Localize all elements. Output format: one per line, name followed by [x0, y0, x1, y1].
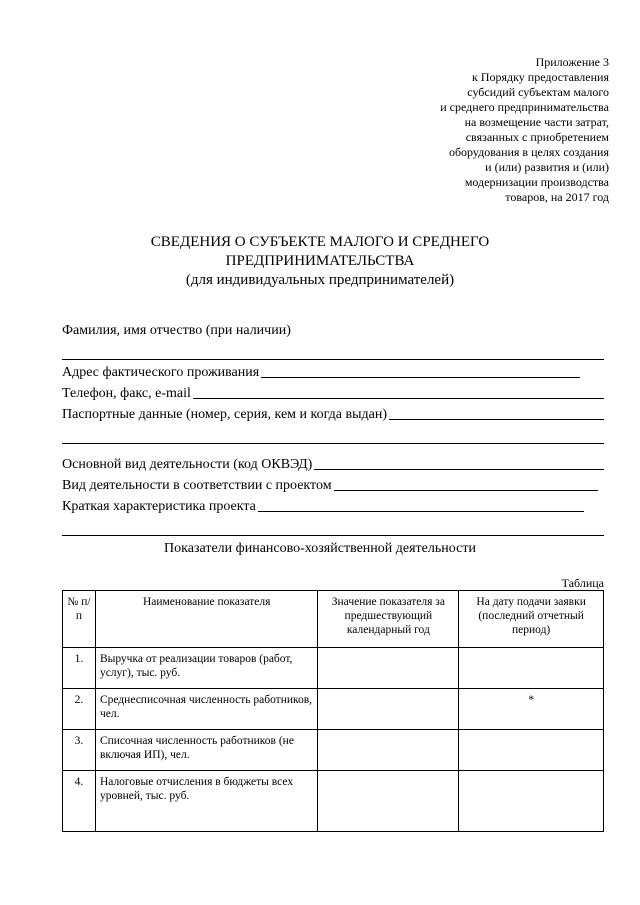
passport-row	[62, 402, 604, 423]
table-caption: Таблица	[561, 576, 604, 590]
row-current-value[interactable]	[459, 730, 604, 771]
row-num: 4.	[63, 771, 96, 832]
header-name: Наименование показателя	[95, 591, 318, 648]
document-title	[0, 233, 640, 290]
row-num: 1.	[63, 648, 96, 689]
table-row	[63, 689, 604, 730]
row-current-value[interactable]	[459, 771, 604, 832]
header-prev-year: Значение показателя за предшествующий календарный год	[318, 591, 459, 648]
address-row	[62, 360, 604, 381]
row-current-value[interactable]	[459, 648, 604, 689]
row-name: Среднесписочная численность работников, чел.	[95, 689, 318, 730]
address-field[interactable]	[261, 376, 580, 378]
row-prev-value[interactable]	[318, 689, 459, 730]
row-num: 2.	[63, 689, 96, 730]
appendix-line: Приложение 3	[535, 55, 609, 69]
summary-field[interactable]	[258, 510, 584, 512]
header-num: № п/п	[63, 591, 96, 648]
okved-field[interactable]	[314, 468, 604, 470]
appendix-line: модернизации производства	[464, 175, 609, 189]
table-row	[63, 730, 604, 771]
activity-row	[62, 473, 604, 494]
phone-row	[62, 381, 604, 402]
row-num: 3.	[63, 730, 96, 771]
row-prev-value[interactable]	[318, 648, 459, 689]
row-name: Выручка от реализации товаров (работ, услуг), тыс. руб.	[95, 648, 318, 689]
passport-field[interactable]	[389, 418, 604, 420]
appendix-line: оборудования в целях создания	[448, 145, 609, 159]
okved-row	[62, 452, 604, 473]
indicators-table	[62, 590, 604, 832]
title-line-2: ПРЕДПРИНИМАТЕЛЬСТВА	[225, 253, 415, 269]
activity-field[interactable]	[334, 489, 598, 491]
applicant-form	[62, 318, 604, 536]
full-name-label: Фамилия, имя отчество (при наличии)	[62, 323, 291, 338]
row-prev-value[interactable]	[318, 730, 459, 771]
okved-label: Основной вид деятельности (код ОКВЭД)	[62, 457, 313, 472]
indicators-title: Показатели финансово-хозяйственной деятельности	[164, 541, 476, 556]
appendix-line: субсидий субъектам малого	[467, 85, 609, 99]
row-prev-value[interactable]	[318, 771, 459, 832]
table-header-row	[63, 591, 604, 648]
appendix-line: к Порядку предоставления	[471, 70, 609, 84]
full-name-field[interactable]	[62, 339, 604, 360]
row-current-value[interactable]: *	[459, 689, 604, 730]
row-name: Налоговые отчисления в бюджеты всех уровней, тыс. руб.	[95, 771, 318, 832]
passport-field-continued[interactable]	[62, 423, 604, 444]
phone-label: Телефон, факс, e-mail	[62, 386, 191, 401]
appendix-line: товаров, на 2017 год	[505, 190, 609, 204]
appendix-header	[349, 55, 609, 205]
full-name-row	[62, 318, 604, 339]
phone-field[interactable]	[193, 397, 604, 399]
appendix-line: и среднего предпринимательства	[440, 100, 609, 114]
passport-label: Паспортные данные (номер, серия, кем и когда выдан)	[62, 407, 388, 422]
summary-row	[62, 494, 604, 515]
table-row	[63, 648, 604, 689]
title-line-3: (для индивидуальных предпринимателей)	[185, 272, 455, 288]
title-line-1: СВЕДЕНИЯ О СУБЪЕКТЕ МАЛОГО И СРЕДНЕГО	[150, 234, 490, 250]
appendix-line: связанных с приобретением	[465, 130, 609, 144]
address-label: Адрес фактического проживания	[62, 365, 260, 380]
header-current: На дату подачи заявки (последний отчетный период)	[459, 591, 604, 648]
appendix-line: и (или) развития и (или)	[485, 160, 609, 174]
table-row	[63, 771, 604, 832]
row-name: Списочная численность работников (не включая ИП), чел.	[95, 730, 318, 771]
activity-label: Вид деятельности в соответствии с проектом	[62, 478, 332, 493]
appendix-line: на возмещение части затрат,	[464, 115, 609, 129]
summary-field-continued[interactable]	[62, 515, 604, 536]
summary-label: Краткая характеристика проекта	[62, 499, 256, 514]
